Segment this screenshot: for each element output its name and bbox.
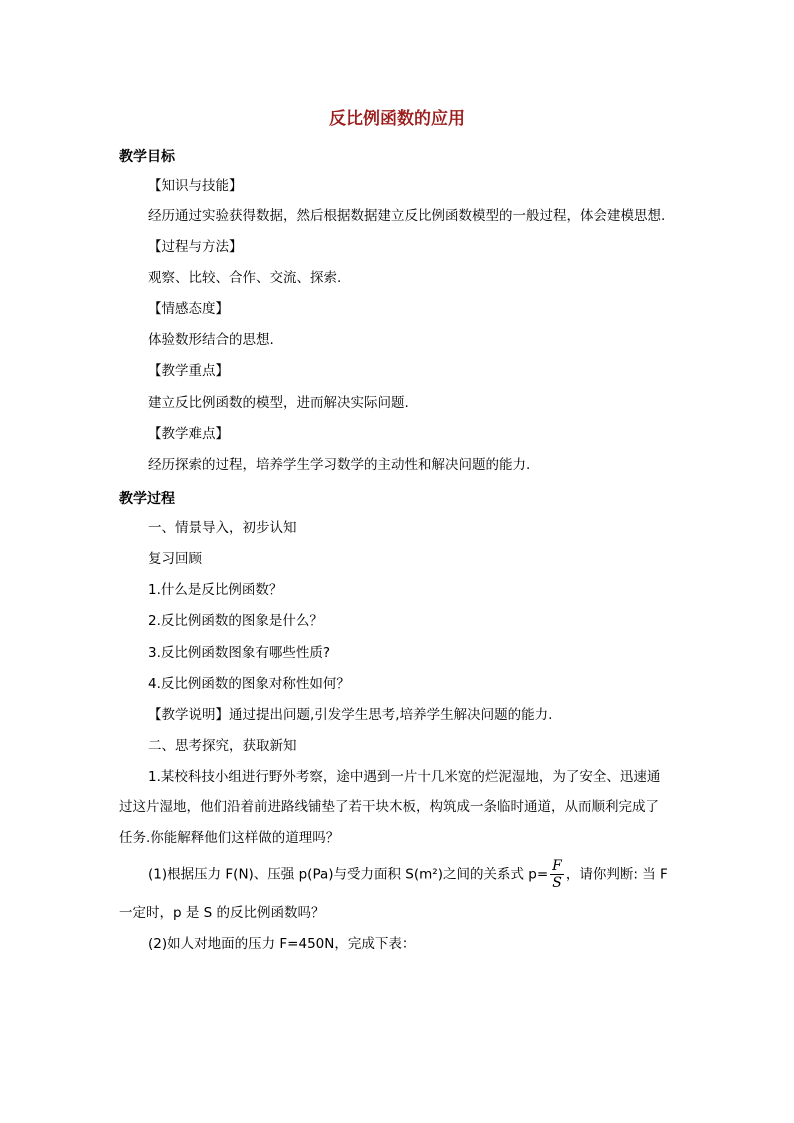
question-1: 1.什么是反比例函数？ [148, 582, 283, 598]
difficulty-label: 【教学难点】 [148, 426, 229, 442]
fraction-numerator: F [552, 858, 562, 874]
sub-question-1-before: (1)根据压力 F(N)、压强 p(Pa)与受力面积 S(m²)之间的关系式 p= [148, 866, 549, 883]
sub-question-2: (2)如人对地面的压力 F=450N，完成下表： [148, 936, 416, 952]
process-method-text: 观察、比较、合作、交流、探索. [148, 270, 342, 286]
question-2: 2.反比例函数的图象是什么？ [148, 613, 323, 629]
problem-line-1: 1.某校科技小组进行野外考察，途中遇到一片十几米宽的烂泥湿地，为了安全、迅速通 [148, 769, 661, 785]
sub-question-1 [148, 858, 668, 891]
knowledge-text: 经历通过实验获得数据，然后根据数据建立反比例函数模型的一般过程，体会建模思想. [148, 208, 666, 224]
question-3: 3.反比例函数图象有哪些性质? [148, 645, 331, 661]
key-point-label: 【教学重点】 [148, 363, 229, 379]
part1-heading: 一、情景导入，初步认知 [148, 520, 297, 536]
section-heading-process: 教学过程 [119, 491, 175, 507]
problem-line-3: 任务.你能解释他们这样做的道理吗？ [119, 830, 340, 846]
pressure-fraction [550, 858, 564, 891]
fraction-denominator: S [552, 875, 562, 891]
attitude-label: 【情感态度】 [148, 301, 229, 317]
process-method-label: 【过程与方法】 [148, 239, 243, 255]
difficulty-text: 经历探索的过程，培养学生学习数学的主动性和解决问题的能力. [148, 457, 531, 473]
sub-question-1-after: ，请你判断: 当 F [565, 866, 668, 883]
key-point-text: 建立反比例函数的模型，进而解决实际问题. [148, 395, 409, 411]
document-title: 反比例函数的应用 [329, 109, 465, 129]
problem-line-2: 过这片湿地，他们沿着前进路线铺垫了若干块木板，构筑成一条临时通道，从而顺利完成了 [119, 799, 659, 815]
sub-question-1-line-2: 一定时，p 是 S 的反比例函数吗？ [119, 905, 325, 921]
teaching-note: 【教学说明】通过提出问题,引发学生思考,培养学生解决问题的能力. [148, 707, 553, 723]
section-heading-goals: 教学目标 [119, 149, 175, 165]
review-heading: 复习回顾 [148, 551, 202, 567]
part2-heading: 二、思考探究，获取新知 [148, 738, 297, 754]
knowledge-label: 【知识与技能】 [148, 178, 243, 194]
attitude-text: 体验数形结合的思想. [148, 332, 274, 348]
question-4: 4.反比例函数的图象对称性如何？ [148, 676, 350, 692]
